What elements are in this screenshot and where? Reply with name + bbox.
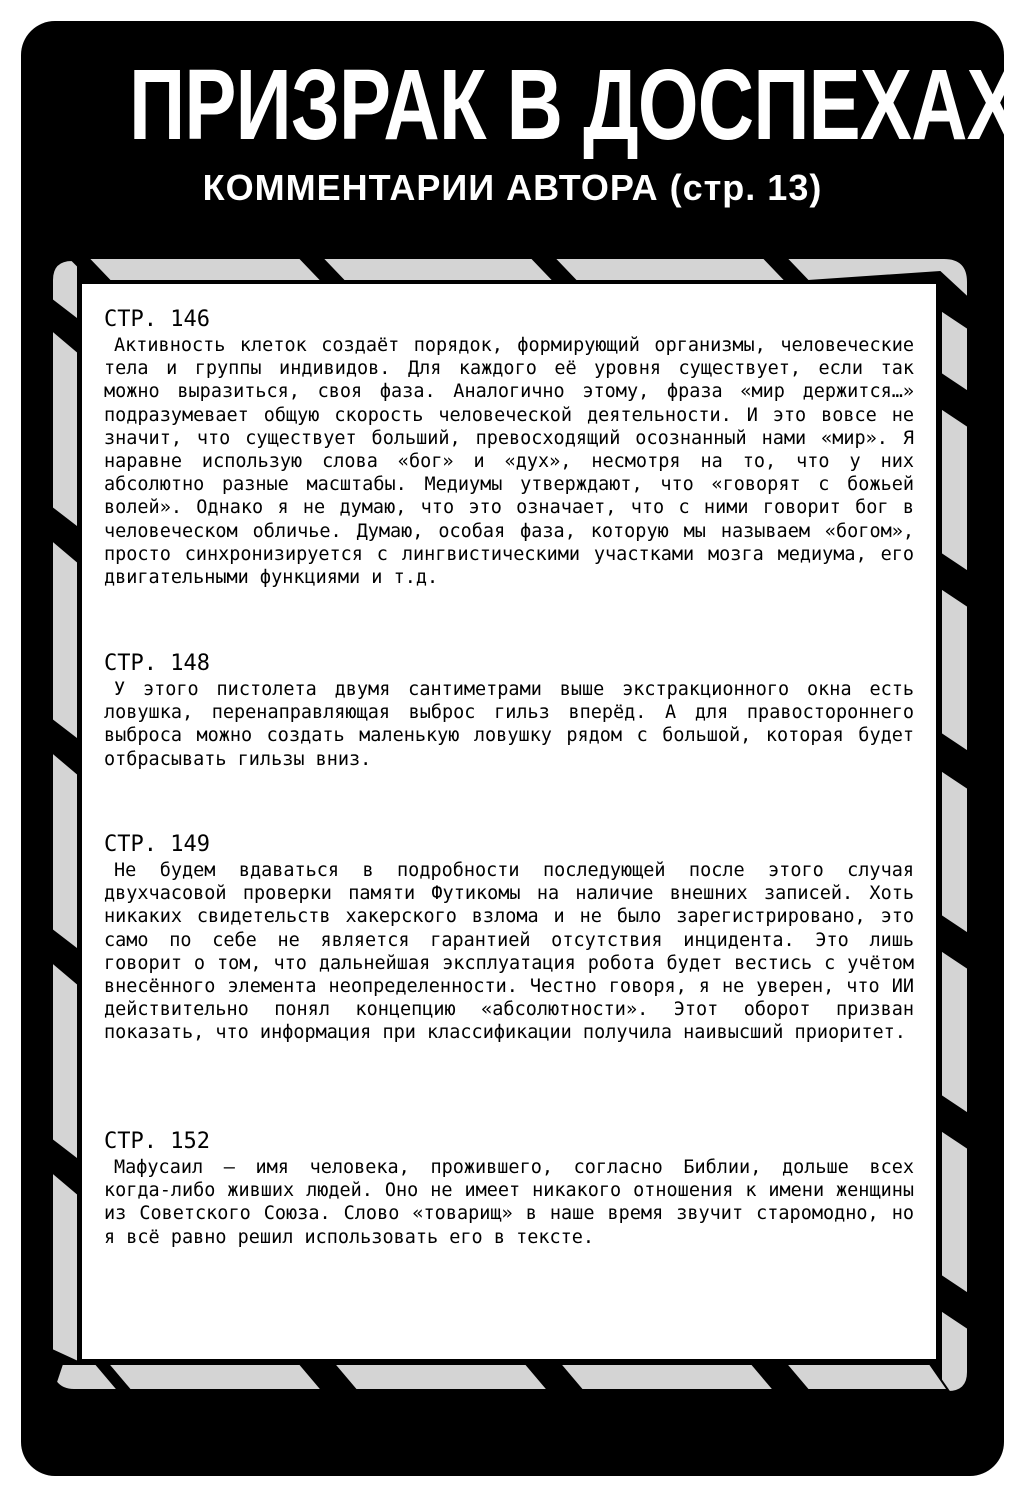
hazard-stripe [52, 330, 78, 528]
note-page-number: СТР. 146 [104, 307, 210, 332]
hazard-stripe [560, 1364, 774, 1390]
hazard-stripe [322, 258, 554, 281]
note-149 [104, 832, 914, 1045]
hazard-stripe [941, 770, 968, 934]
note-page-number: СТР. 149 [104, 832, 210, 857]
note-152 [104, 1129, 914, 1249]
page-subtitle: КОММЕНТАРИИ АВТОРА (стр. 13) [202, 167, 823, 208]
hazard-stripe [334, 1364, 548, 1390]
hazard-stripe [941, 588, 968, 752]
hazard-stripe [941, 310, 968, 392]
note-text: Активность клеток создаёт порядок, формирующий организмы, человеческие тела и группы индивидов. Для каждого её уровня существует, если так можно выразиться, своя фаза. Аналогично этому, фраза «мир держится…» подразумевает общую скорость человеческой деятельности. И это вовсе не значит, что существует больший, превосходящий осознанный нами «мир». Я наравне использую слова «бог» и «дух», несмотря на то, что у них абсолютно разные масштабы. Медиумы утверждают, что «говорят с божьей волей». Однако я не думаю, что это означает, что с ними говорит бог в человеческом обличье. Думаю, особая фаза, которую мы называем «богом», просто синхронизируется с лингвистическими участками мозга медиума, его двигательными функциями и т.д. [104, 335, 914, 589]
hazard-stripe [52, 752, 78, 950]
hazard-stripe [554, 258, 786, 281]
hazard-stripe [88, 258, 322, 281]
hazard-stripe [786, 1364, 948, 1390]
note-text: Мафусаил – имя человека, прожившего, согласно Библии, дольше всех когда-либо живших людей. Оно не имеет никакого отношения к имени женщины из Советского Союза. Слово «товарищ» в наше время звучит старомодно, но я всё равно решил использовать его в тексте. [104, 1157, 914, 1248]
note-146 [104, 307, 914, 589]
hazard-stripe [941, 950, 968, 1114]
note-text: Не будем вдаваться в подробности последующей после этого случая двухчасовой проверки памяти Футикомы на наличие внешних записей. Хоть никаких свидетельств хакерского взлома и не было зарегистрировано, это само по себе не является гарантией отсутствия инцидента. Это лишь говорит о том, что дальнейшая эксплуатация робота будет вестись с учётом внесённого элемента неопределенности. Честно говоря, я не уверен, что ИИ действительно понял концепцию «абсолютности». Этот оборот призван показать, что информация при классификации получила наивысший приоритет. [104, 860, 914, 1044]
hazard-stripe [52, 260, 78, 320]
hazard-stripe [108, 1364, 322, 1390]
page-title: ПРИЗРАК В ДОСПЕХАХ [129, 49, 1018, 161]
note-148 [104, 651, 914, 771]
hazard-stripe [52, 962, 78, 1160]
hazard-stripe [52, 1172, 78, 1362]
hazard-stripe [941, 1310, 968, 1392]
note-page-number: СТР. 152 [104, 1129, 210, 1154]
hazard-stripe [52, 540, 78, 740]
hazard-stripe [941, 1130, 968, 1294]
hazard-stripe [56, 1364, 118, 1390]
note-text: У этого пистолета двумя сантиметрами выше экстракционного окна есть ловушка, перенаправляющая выброс гильз вперёд. А для правостороннего выброса можно создать маленькую ловушку рядом с большой, которая будет отбрасывать гильзы вниз. [104, 679, 914, 770]
hazard-stripe [941, 408, 968, 572]
note-page-number: СТР. 148 [104, 651, 210, 676]
